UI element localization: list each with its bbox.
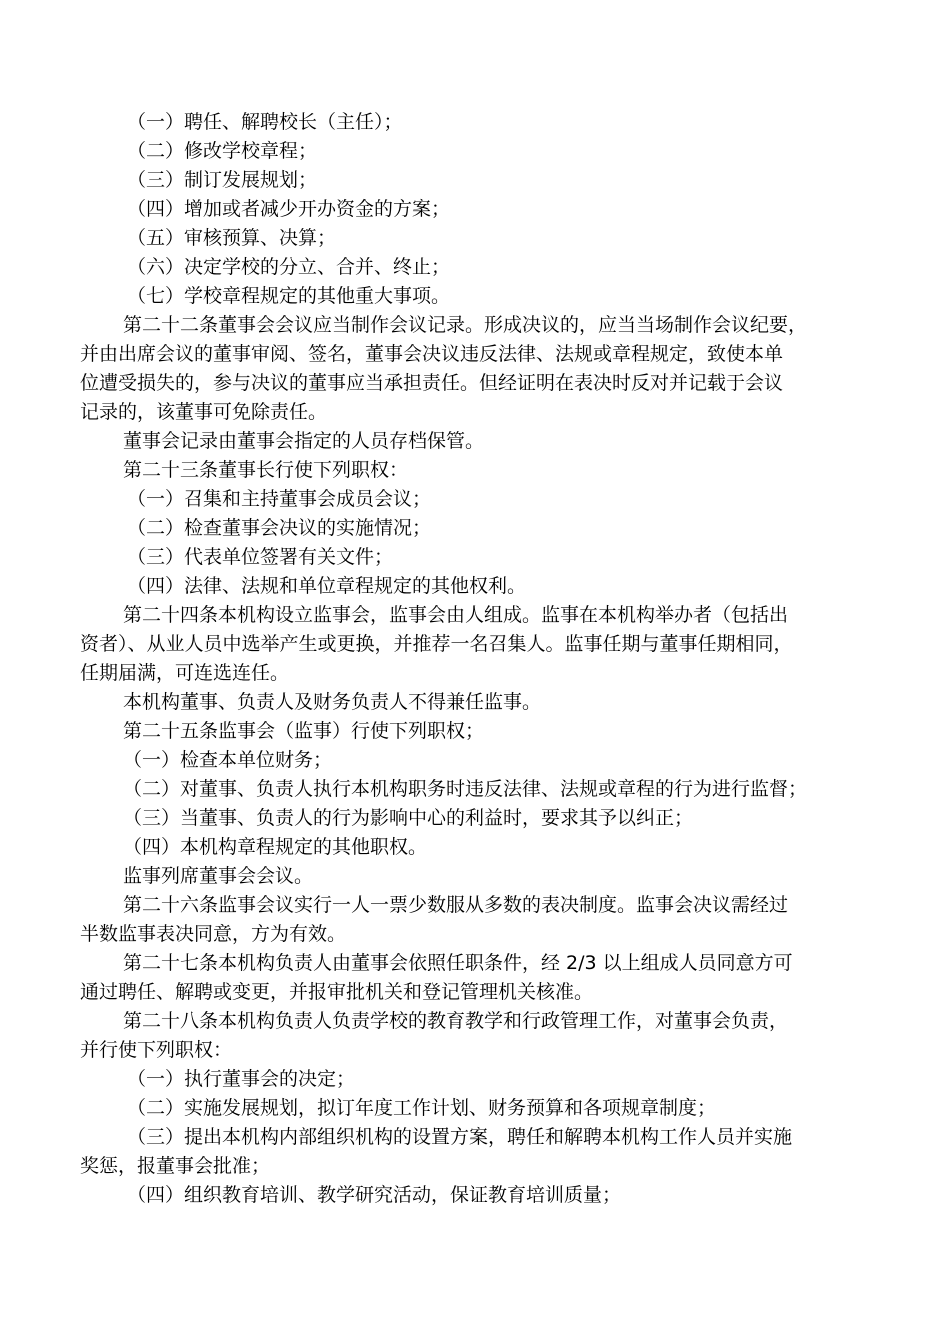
text-line: （一）聘任、解聘校长（主任）； (127, 111, 403, 133)
text-line: （一）召集和主持董事会成员会议； (127, 488, 432, 510)
text-line: （二）对董事、负责人执行本机构职务时违反法律、法规或章程的行为进行监督； (123, 778, 808, 800)
text-line: （四）本机构章程规定的其他职权。 (123, 836, 428, 858)
text-line: 第二十八条本机构负责人负责学校的教育教学和行政管理工作，对董事会负责， (123, 1010, 789, 1032)
text-line: 第二十六条监事会议实行一人一票少数服从多数的表决制度。监事会决议需经过 (123, 894, 789, 916)
document-body (80, 108, 890, 1210)
text-line: （四）增加或者减少开办资金的方案； (127, 198, 451, 220)
text-line: 并行使下列职权： (80, 1039, 233, 1061)
text-line: 第二十七条本机构负责人由董事会依照任职条件，经 2/3 以上组成人员同意方可 (123, 952, 793, 974)
text-line: 记录的，该董事可免除责任。 (80, 401, 328, 423)
text-line: （三）制订发展规划； (127, 169, 318, 191)
text-line: 董事会记录由董事会指定的人员存档保管。 (123, 430, 485, 452)
text-line: 第二十四条本机构设立监事会，监事会由人组成。监事在本机构举办者（包括出 (123, 604, 789, 626)
text-line: 第二十五条监事会（监事）行使下列职权； (123, 720, 485, 742)
text-line: 第二十三条董事长行使下列职权： (123, 459, 409, 481)
text-line: 位遭受损失的，参与决议的董事应当承担责任。但经证明在表决时反对并记载于会议 (80, 372, 784, 394)
text-line: 并由出席会议的董事审阅、签名，董事会决议违反法律、法规或章程规定，致使本单 (80, 343, 784, 365)
text-line: （四）法律、法规和单位章程规定的其他权利。 (127, 575, 527, 597)
text-line: 任期届满，可连选连任。 (80, 662, 290, 684)
text-line: 本机构董事、负责人及财务负责人不得兼任监事。 (123, 691, 542, 713)
text-line: （三）当董事、负责人的行为影响中心的利益时，要求其予以纠正； (123, 807, 694, 829)
text-line: （五）审核预算、决算； (127, 227, 337, 249)
text-line: （七）学校章程规定的其他重大事项。 (127, 285, 451, 307)
text-line: （二）实施发展规划，拟订年度工作计划、财务预算和各项规章制度； (127, 1097, 717, 1119)
text-line: （二）修改学校章程； (127, 140, 318, 162)
text-line: 监事列席董事会会议。 (123, 865, 314, 887)
text-line: （一）检查本单位财务； (123, 749, 333, 771)
text-line: （四）组织教育培训、教学研究活动，保证教育培训质量； (127, 1184, 622, 1206)
text-line: 奖惩，报董事会批准； (80, 1155, 271, 1177)
text-line: 半数监事表决同意，方为有效。 (80, 923, 347, 945)
text-line: （三）代表单位签署有关文件； (127, 546, 394, 568)
text-line: （二）检查董事会决议的实施情况； (127, 517, 432, 539)
text-line: （一）执行董事会的决定； (127, 1068, 356, 1090)
text-line: 第二十二条董事会会议应当制作会议记录。形成决议的，应当当场制作会议纪要， (123, 314, 808, 336)
text-line: （六）决定学校的分立、合并、终止； (127, 256, 451, 278)
text-line: 通过聘任、解聘或变更，并报审批机关和登记管理机关核准。 (80, 981, 594, 1003)
text-line: 资者）、从业人员中选举产生或更换，并推荐一名召集人。监事任期与董事任期相同， (80, 633, 793, 655)
text-line: （三）提出本机构内部组织机构的设置方案，聘任和解聘本机构工作人员并实施 (127, 1126, 793, 1148)
